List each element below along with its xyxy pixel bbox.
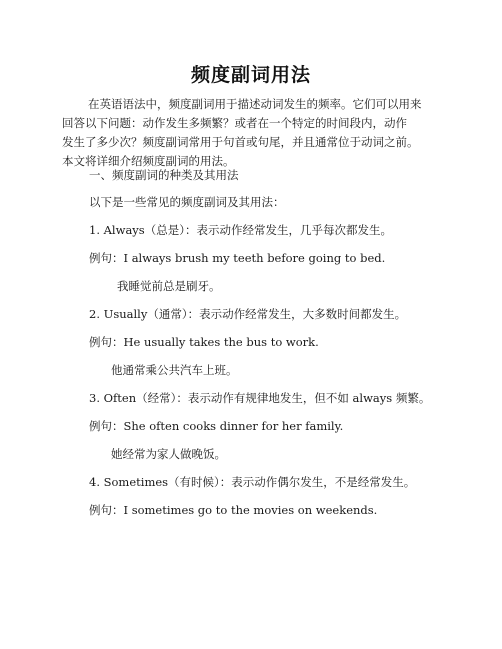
adverb-definition: 1. Always（总是）：表示动作经常发生，几乎每次都发生。 bbox=[89, 223, 392, 237]
document-title: 频度副词用法 bbox=[190, 64, 311, 86]
intro-paragraph bbox=[62, 95, 444, 171]
section-heading: 一、频度副词的种类及其用法 bbox=[89, 168, 239, 182]
intro-line: 发生了多少次？频度副词常用于句首或句尾，并且通常位于动词之前。 bbox=[62, 135, 419, 149]
adverb-definition: 2. Usually（通常）：表示动作经常发生，大多数时间都发生。 bbox=[89, 307, 407, 321]
adverb-definition: 3. Often（经常）：表示动作有规律地发生，但不如 always 频繁。 bbox=[89, 391, 431, 405]
example-translation: 她经常为家人做晚饭。 bbox=[111, 447, 226, 461]
example-translation: 他通常乘公共汽车上班。 bbox=[111, 363, 238, 377]
example-translation: 我睡觉前总是刷牙。 bbox=[117, 279, 221, 293]
list-intro: 以下是一些常见的频度副词及其用法： bbox=[89, 195, 285, 209]
example-sentence: 例句：He usually takes the bus to work. bbox=[89, 335, 319, 349]
intro-line: 在英语语法中，频度副词用于描述动词发生的频率。它们可以用来 bbox=[88, 97, 422, 111]
example-sentence: 例句：I sometimes go to the movies on weekends. bbox=[89, 503, 378, 517]
intro-line: 回答以下问题：动作发生多频繁？或者在一个特定的时间段内，动作 bbox=[62, 116, 407, 130]
adverb-definition: 4. Sometimes（有时候）：表示动作偶尔发生，不是经常发生。 bbox=[89, 475, 416, 489]
example-sentence: 例句：I always brush my teeth before going to bed. bbox=[89, 251, 386, 265]
example-sentence: 例句：She often cooks dinner for her family. bbox=[89, 419, 344, 433]
intro-line: 本文将详细介绍频度副词的用法。 bbox=[62, 154, 235, 168]
